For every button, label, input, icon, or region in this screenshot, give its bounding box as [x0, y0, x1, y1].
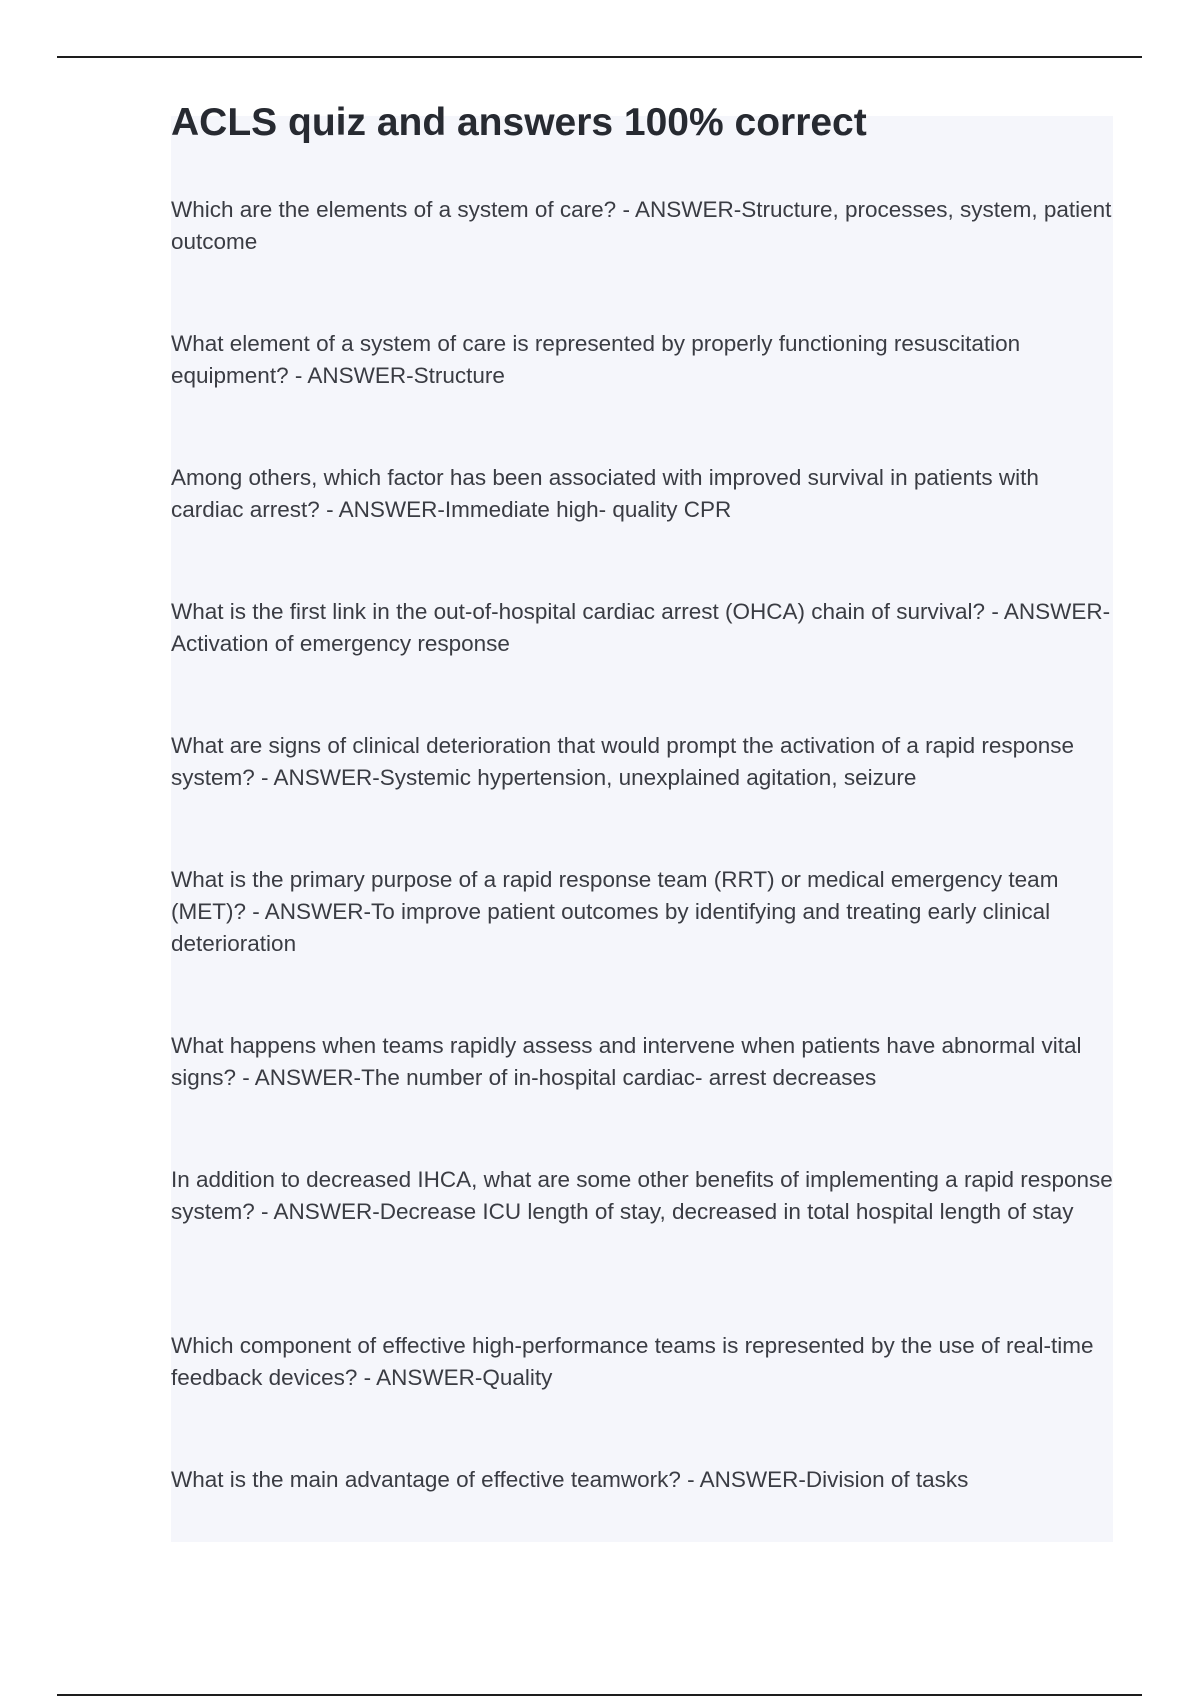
- question-text: What is the first link in the out-of-hospital cardiac arrest (OHCA) chain of survival?: [171, 599, 986, 624]
- page-title: ACLS quiz and answers 100% correct: [171, 101, 867, 144]
- answer-text: Structure, processes, system, patient outcome: [171, 197, 1112, 254]
- question-text: What happens when teams rapidly assess and intervene when patients have abnormal vital signs?: [171, 1033, 1082, 1090]
- qa-item-7: [171, 1030, 1113, 1164]
- question-text: Among others, which factor has been associated with improved survival in patients with cardiac arrest?: [171, 465, 1039, 522]
- answer-text: Structure: [413, 363, 505, 388]
- answer-text: Systemic hypertension, unexplained agitation, seizure: [379, 765, 917, 790]
- qa-item-4: [171, 596, 1113, 730]
- question-text: In addition to decreased IHCA, what are some other benefits of implementing a rapid response system?: [171, 1167, 1113, 1224]
- answer-separator: - ANSWER-: [357, 1365, 483, 1390]
- answer-text: Activation of emergency response: [171, 631, 510, 656]
- answer-separator: - ANSWER-: [680, 1467, 806, 1492]
- answer-text: To improve patient outcomes by identifying and treating early clinical deterioration: [171, 899, 1051, 956]
- answer-separator: - ANSWER-: [985, 599, 1111, 624]
- question-text: What element of a system of care is represented by properly functioning resuscitation equipment?: [171, 331, 1021, 388]
- answer-text: Division of tasks: [805, 1467, 969, 1492]
- answer-separator: - ANSWER-: [616, 197, 742, 222]
- answer-separator: - ANSWER-: [288, 363, 414, 388]
- answer-text: Immediate high- quality CPR: [444, 497, 732, 522]
- qa-item-5: [171, 730, 1113, 864]
- question-text: Which component of effective high-performance teams is represented by the use of real-time feedback devices?: [171, 1333, 1094, 1390]
- qa-list: [171, 194, 1113, 1598]
- qa-item-8: [171, 1164, 1113, 1330]
- answer-separator: - ANSWER-: [254, 765, 380, 790]
- bottom-rule: [57, 1694, 1142, 1696]
- answer-text: Decrease ICU length of stay, decreased in total hospital length of stay: [379, 1199, 1074, 1224]
- answer-text: The number of in-hospital cardiac- arrest decreases: [361, 1065, 877, 1090]
- qa-item-6: [171, 864, 1113, 1030]
- qa-item-9: [171, 1330, 1113, 1464]
- qa-item-3: [171, 462, 1113, 596]
- answer-separator: - ANSWER-: [236, 1065, 362, 1090]
- qa-item-10: [171, 1464, 1113, 1598]
- answer-separator: - ANSWER-: [246, 899, 372, 924]
- question-text: What are signs of clinical deterioration that would prompt the activation of a rapid response system?: [171, 733, 1074, 790]
- qa-item-2: [171, 328, 1113, 462]
- top-rule: [57, 56, 1142, 58]
- question-text: Which are the elements of a system of care?: [171, 197, 617, 222]
- question-text: What is the primary purpose of a rapid response team (RRT) or medical emergency team (MET)?: [171, 867, 1059, 924]
- question-text: What is the main advantage of effective teamwork?: [171, 1467, 681, 1492]
- answer-text: Quality: [482, 1365, 553, 1390]
- answer-separator: - ANSWER-: [254, 1199, 380, 1224]
- qa-item-1: [171, 194, 1113, 328]
- answer-separator: - ANSWER-: [319, 497, 445, 522]
